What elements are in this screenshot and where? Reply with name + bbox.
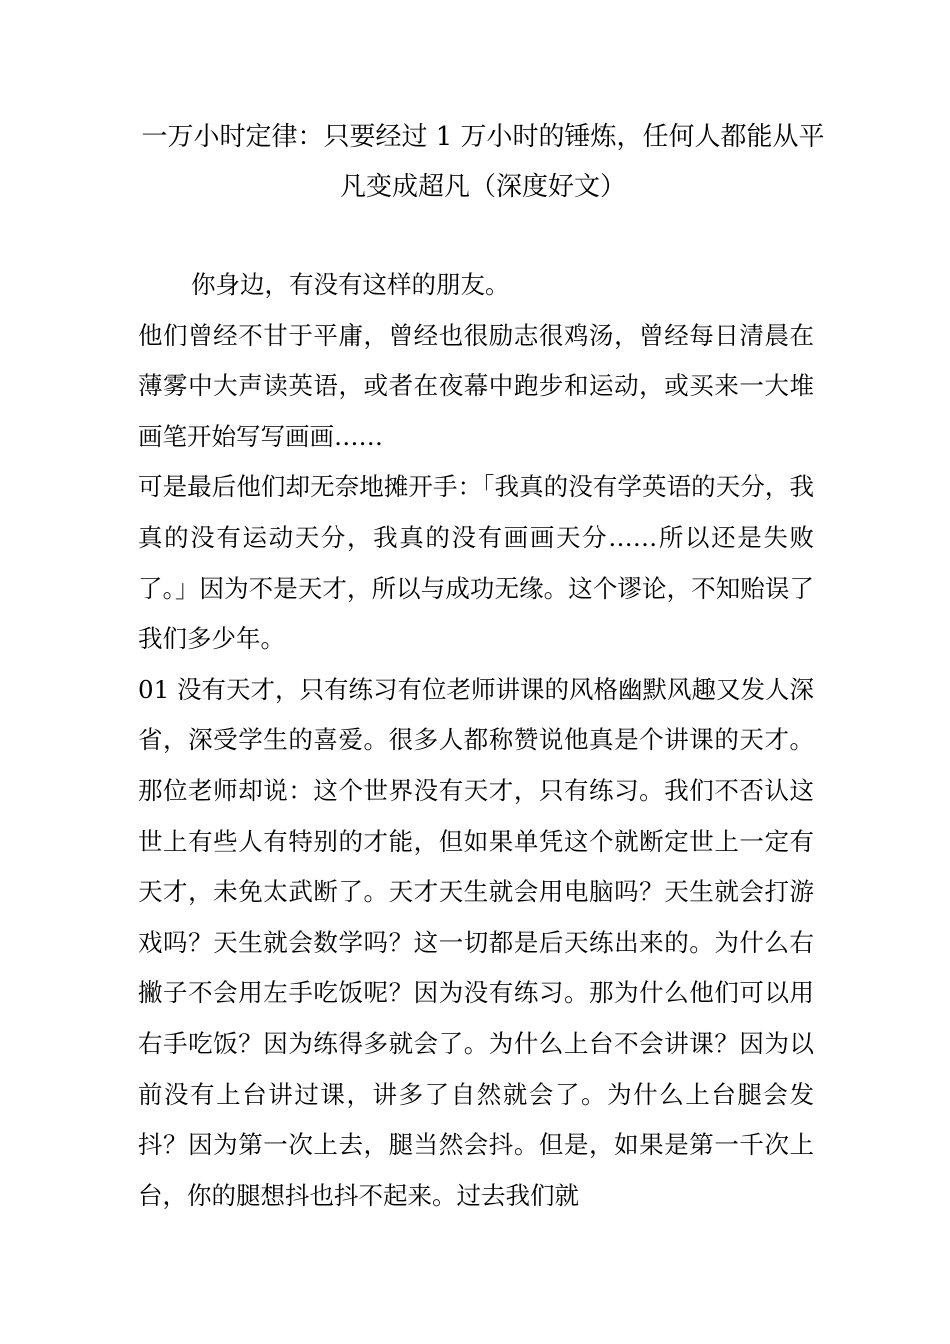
document-title: 一万小时定律：只要经过 1 万小时的锤炼，任何人都能从平凡变成超凡（深度好文） bbox=[141, 122, 825, 202]
paragraph-2: 他们曾经不甘于平庸，曾经也很励志很鸡汤，曾经每日清晨在薄雾中大声读英语，或者在夜幕中跑步和运动，或买来一大堆画笔开始写写画画…… bbox=[138, 320, 814, 451]
paragraph-3: 可是最后他们却无奈地摊开手：「我真的没有学英语的天分，我真的没有运动天分，我真的没有画画天分……所以还是失败了。」因为不是天才，所以与成功无缘。这个谬论，不知贻误了我们多少年。 bbox=[138, 472, 814, 654]
document-body bbox=[138, 260, 814, 1221]
paragraph-intro: 你身边，有没有这样的朋友。 bbox=[191, 270, 510, 299]
paragraph-4: 01 没有天才，只有练习有位老师讲课的风格幽默风趣又发人深省，深受学生的喜爱。很多人都称赞说他真是个讲课的天才。那位老师却说：这个世界没有天才，只有练习。我们不否认这世上有些人有特别的才能，但如果单凭这个就断定世上一定有天才，未免太武断了。天才天生就会用电脑吗？天生就会打游戏吗？天生就会数学吗？这一切都是后天练出来的。为什么右撇子不会用左手吃饭呢？因为没有练习。那为什么他们可以用右手吃饭？因为练得多就会了。为什么上台不会讲课？因为以前没有上台讲过课，讲多了自然就会了。为什么上台腿会发抖？因为第一次上去，腿当然会抖。但是，如果是第一千次上台，你的腿想抖也抖不起来。过去我们就 bbox=[138, 674, 814, 1210]
